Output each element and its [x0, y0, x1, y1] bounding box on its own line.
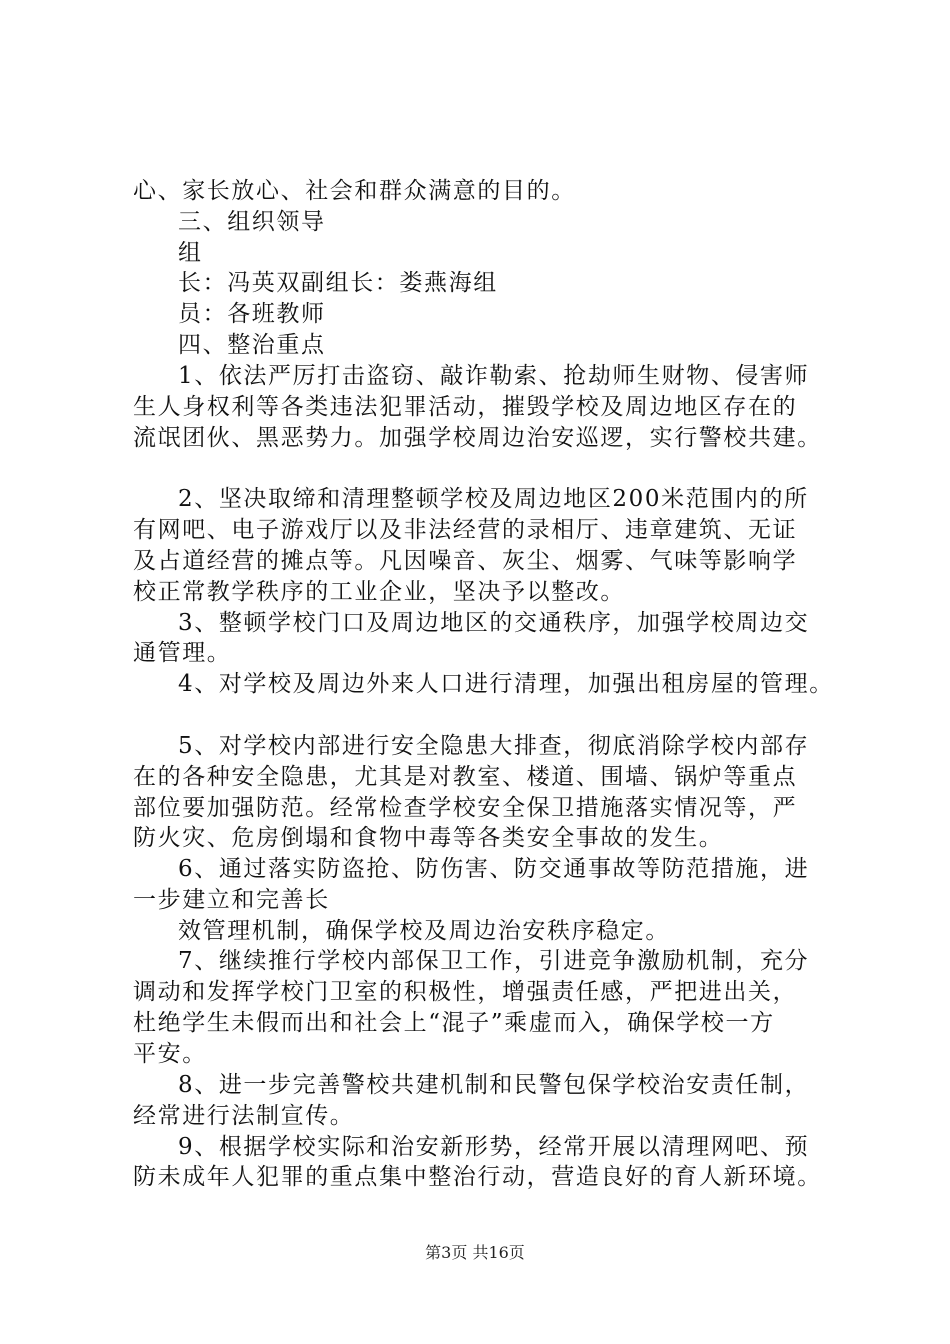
paragraph-line: 一步建立和完善长	[133, 887, 330, 913]
paragraph-line: 部位要加强防范。经常检查学校安全保卫措施落实情况等，严	[133, 795, 798, 821]
paragraph-line: 调动和发挥学校门卫室的积极性，增强责任感，严把进出关，	[133, 979, 798, 1005]
section-heading: 三、组织领导	[178, 209, 326, 235]
paragraph-line: 防火灾、危房倒塌和食物中毒等各类安全事故的发生。	[133, 825, 724, 851]
paragraph-line: 3、整顿学校门口及周边地区的交通秩序，加强学校周边交	[178, 610, 810, 636]
section-heading: 四、整治重点	[178, 332, 326, 358]
paragraph-line: 6、通过落实防盗抢、防伤害、防交通事故等防范措施，进	[178, 856, 810, 882]
text-line: 员：各班教师	[178, 301, 326, 327]
paragraph-line: 防未成年人犯罪的重点集中整治行动，营造良好的育人新环境。	[133, 1164, 822, 1190]
paragraph-line: 及占道经营的摊点等。凡因噪音、灰尘、烟雾、气味等影响学	[133, 548, 798, 574]
page-footer: 第3页 共16页	[425, 1243, 525, 1262]
paragraph-line: 杜绝学生未假而出和社会上“混子”乘虚而入，确保学校一方	[133, 1010, 775, 1036]
paragraph-line: 4、对学校及周边外来人口进行清理，加强出租房屋的管理。	[178, 671, 834, 697]
text-line: 心、家长放心、社会和群众满意的目的。	[133, 178, 576, 204]
paragraph-line: 通管理。	[133, 640, 232, 666]
paragraph-line: 经常进行法制宣传。	[133, 1103, 355, 1129]
paragraph-line: 生人身权利等各类违法犯罪活动，摧毁学校及周边地区存在的	[133, 394, 798, 420]
paragraph-line: 校正常教学秩序的工业企业，坚决予以整改。	[133, 579, 625, 605]
text-line: 组	[178, 240, 203, 266]
paragraph-line: 有网吧、电子游戏厅以及非法经营的录相厅、违章建筑、无证	[133, 517, 798, 543]
paragraph-line: 5、对学校内部进行安全隐患大排查，彻底消除学校内部存	[178, 733, 810, 759]
paragraph-line: 1、依法严厉打击盗窃、敲诈勒索、抢劫师生财物、侵害师	[178, 363, 810, 389]
text-line: 长：冯英双副组长：娄燕海组	[178, 270, 498, 296]
paragraph-line: 在的各种安全隐患，尤其是对教室、楼道、围墙、锅炉等重点	[133, 764, 798, 790]
paragraph-line: 7、继续推行学校内部保卫工作，引进竞争激励机制，充分	[178, 948, 810, 974]
paragraph-line: 9、根据学校实际和治安新形势，经常开展以清理网吧、预	[178, 1134, 810, 1160]
paragraph-line: 2、坚决取缔和清理整顿学校及周边地区200米范围内的所	[178, 486, 809, 512]
paragraph-line: 平安。	[133, 1041, 207, 1067]
paragraph-line: 效管理机制，确保学校及周边治安秩序稳定。	[178, 918, 670, 944]
paragraph-line: 流氓团伙、黑恶势力。加强学校周边治安巡逻，实行警校共建。	[133, 425, 822, 451]
paragraph-line: 8、进一步完善警校共建机制和民警包保学校治安责任制，	[178, 1072, 810, 1098]
